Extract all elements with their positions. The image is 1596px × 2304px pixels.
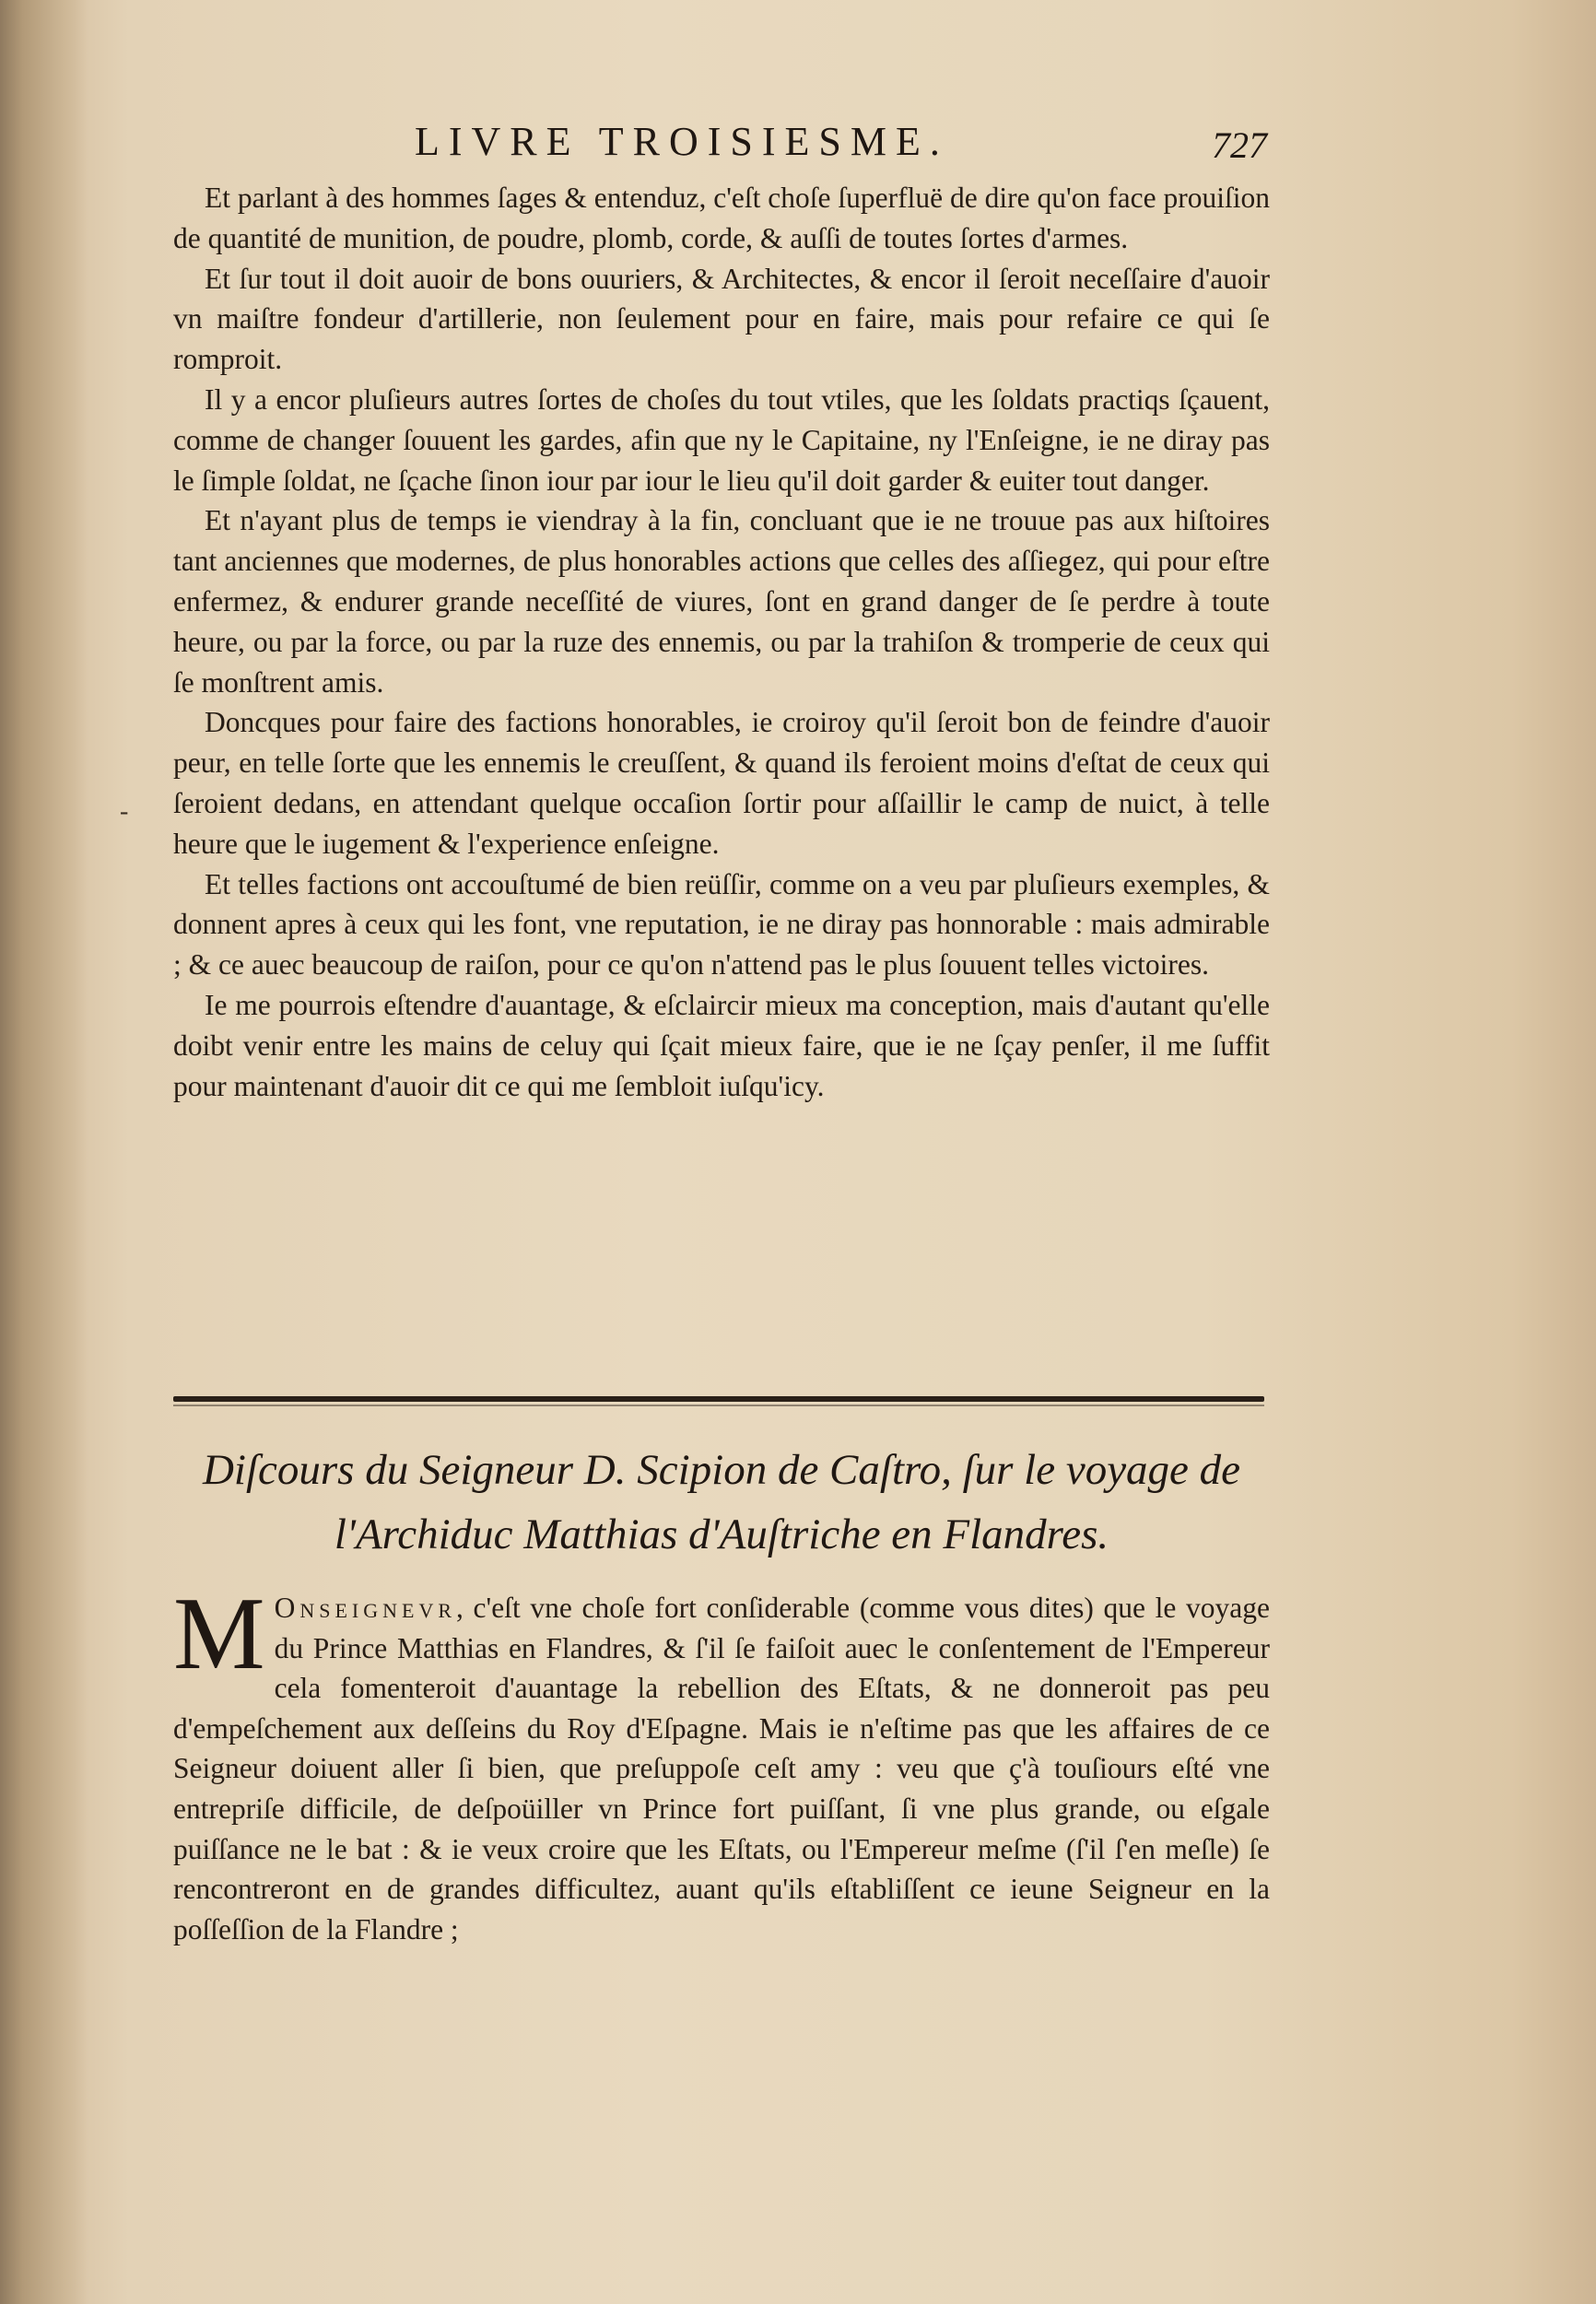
paragraph-1: Et parlant à des hommes ſages & entenduz, c'eſt choſe ſuperfluë de dire qu'on face prouiſion de quantité de munition, de poudre, plomb, corde, & auſſi de toutes ſortes d'armes. bbox=[173, 182, 1270, 254]
paragraph-4: Et n'ayant plus de temps ie viendray à la fin, concluant que ie ne trouue pas aux hiſtoires tant anciennes que modernes, de plus honorables actions que celles des aſſiegez, qui pour eſtre enfermez, & endurer grande neceſſité de viures, ſont en grand danger de ſe perdre à toute heure, ou par la force, ou par la ruze des ennemis, ou par la trahiſon & tromperie de ceux qui ſe monſtrent amis. bbox=[173, 504, 1270, 699]
page-number: 727 bbox=[1212, 124, 1267, 166]
discourse-heading bbox=[173, 1438, 1270, 1567]
section-divider-thin bbox=[173, 1405, 1264, 1406]
paragraph-2: Et ſur tout il doit auoir de bons ouuriers, & Architectes, & encor il ſeroit neceſſaire d'auoir vn maiſtre fondeur d'artillerie, non ſeulement pour en faire, mais pour refaire ce qui ſe romproit. bbox=[173, 262, 1270, 376]
main-text bbox=[173, 178, 1270, 1106]
binding-gutter bbox=[0, 0, 88, 2304]
drop-cap: M bbox=[173, 1577, 265, 1691]
marginal-mark: - bbox=[120, 797, 129, 826]
paragraph-7: Ie me pourrois eſtendre d'auantage, & eſclaircir mieux ma conception, mais d'autant qu'elle doibt venir entre les mains de celuy qui ſçait mieux faire, que ie ne ſçay penſer, il me ſuffit pour maintenant d'auoir dit ce qui me ſembloit iuſqu'icy. bbox=[173, 988, 1270, 1102]
section-divider bbox=[173, 1396, 1264, 1402]
discourse-body bbox=[173, 1577, 1270, 1949]
discourse-heading-line-1: Diſcours du Seigneur D. Scipion de Caſtro, ſur le voyage de bbox=[202, 1446, 1241, 1494]
running-title: LIVRE TROISIESME. bbox=[415, 119, 949, 164]
bleed-through-text bbox=[7, 147, 86, 269]
paragraph-5: Doncques pour faire des factions honorables, ie croiroy qu'il ſeroit bon de feindre d'auoir peur, en telle ſorte que les ennemis le creuſſent, & quand ils feroient moins d'eſtat de ceux qui ſeroient dedans, en attendant quelque occaſion ſortir pour aſſaillir le camp de nuict, à telle heure que le iugement & l'experience enſeigne. bbox=[173, 706, 1270, 860]
discourse-heading-line-2: l'Archiduc Matthias d'Auſtriche en Flandres. bbox=[334, 1511, 1109, 1558]
opening-word: Onseignevr bbox=[274, 1592, 457, 1624]
paragraph-6: Et telles factions ont accouſtumé de bien reüſſir, comme on a veu par pluſieurs exemples, & donnent apres à ceux qui les font, vne reputation, ie ne diray pas honnorable : mais admirable ; & ce auec beaucoup de raiſon, pour ce qu'on n'attend pas le plus ſouuent telles victoires. bbox=[173, 867, 1270, 982]
discourse-text: , c'eſt vne choſe fort conſiderable (comme vous dites) que le voyage du Prince Matthias en Flandres, & ſ'il ſe faiſoit auec le conſentement de l'Empereur cela fomenteroit d'auantage la rebellion des Eſtats, & ne donneroit pas peu d'empeſchement aux deſſeins du Roy d'Eſpagne. Mais ie n'eſtime pas que les affaires de ce Seigneur doiuent aller ſi bien, que preſuppoſe ceſt amy : veu que ç'à touſiours eſté vne entrepriſe difficile, de deſpoüiller vn Prince fort puiſſant, ſi vne plus grande, ou eſgale puiſſance ne le bat : & ie veux croire que les Eſtats, ou l'Empereur meſme (ſ'il ſ'en meſle) ſe rencontreront en de grandes difficultez, auant qu'ils eſtabliſſent ce ieune Seigneur en la poſſeſſion de la Flandre ; bbox=[173, 1592, 1270, 1945]
paragraph-3: Il y a encor pluſieurs autres ſortes de choſes du tout vtiles, que les ſoldats practiqs ſçauent, comme de changer ſouuent les gardes, afin que ny le Capitaine, ny l'Enſeigne, ie ne diray pas le ſimple ſoldat, ne ſçache ſinon iour par iour le lieu qu'il doit garder & euiter tout danger. bbox=[173, 382, 1270, 497]
page-header bbox=[166, 118, 1272, 164]
